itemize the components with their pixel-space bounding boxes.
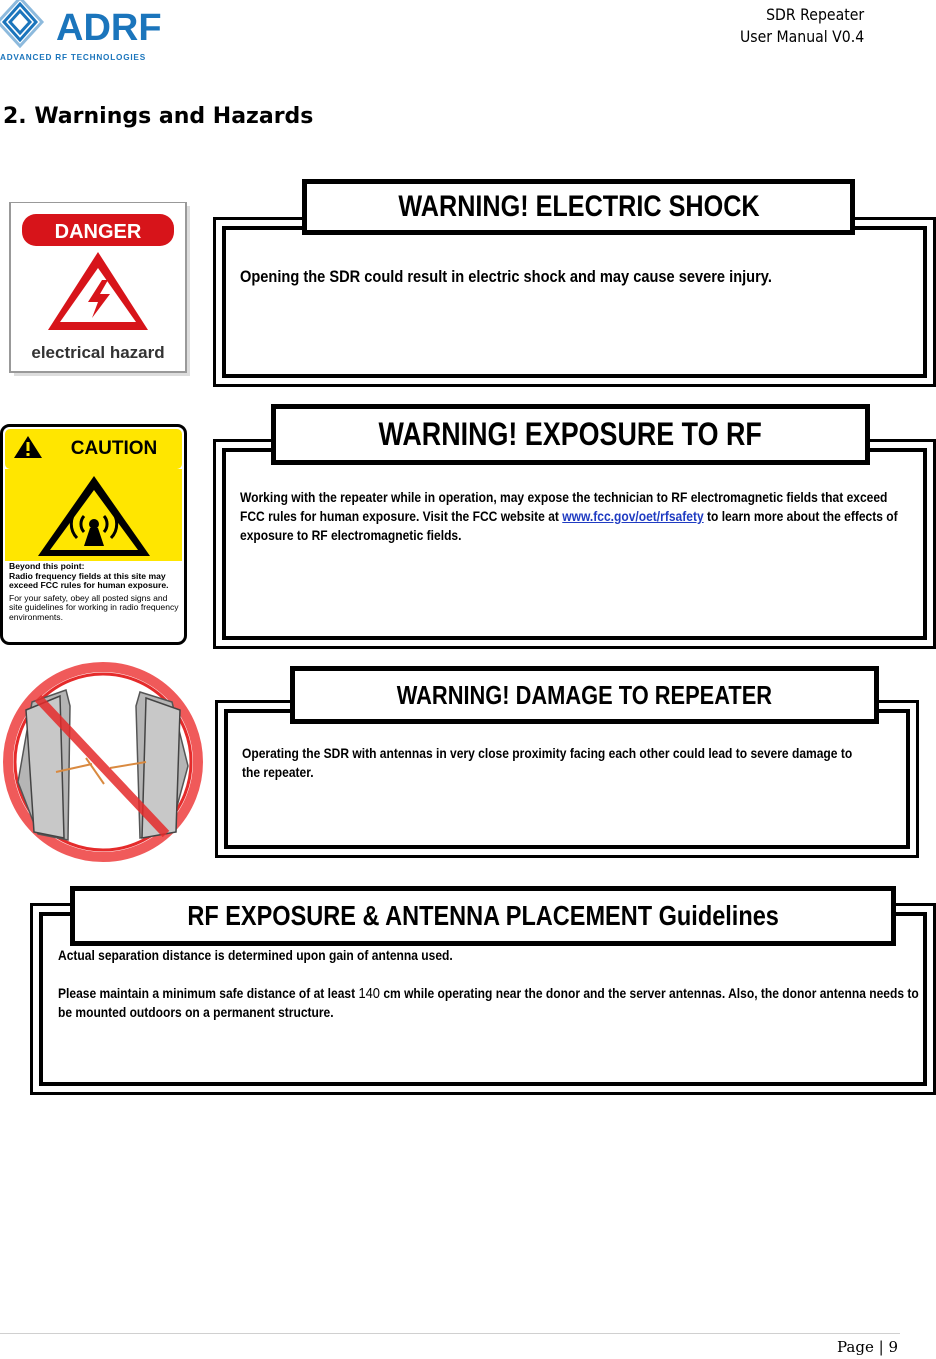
guidelines-title — [70, 886, 896, 946]
warning-title-text: WARNING! EXPOSURE TO RF — [378, 416, 763, 452]
caution-rf-sign-image — [0, 424, 188, 646]
section-title: 2. Warnings and Hazards — [3, 104, 314, 129]
danger-sign-header: DANGER — [54, 221, 142, 243]
caution-sign-line1: Beyond this point: — [9, 562, 85, 571]
caution-sign-header: CAUTION — [70, 438, 158, 459]
guidelines-line1: Actual separation distance is determined upon gain of antenna used. — [58, 947, 453, 963]
danger-sign-image — [8, 202, 192, 378]
warning-text: Working with the repeater while in operation, may expose the technician to RF electromagnetic fields that exceed FCC rules for human exposure. Visit the FCC website at — [240, 489, 888, 524]
warning-title-electric-shock — [302, 179, 855, 235]
fcc-rfsafety-link[interactable]: www.fcc.gov/oet/rfsafety — [562, 508, 704, 524]
footer-divider — [0, 1333, 900, 1334]
warning-text: Opening the SDR could result in electric shock and may cause severe injury. — [240, 267, 772, 286]
warning-title-rf-exposure — [271, 404, 870, 465]
warning-box-electric-shock — [213, 217, 936, 387]
warning-title-text: WARNING! DAMAGE TO REPEATER — [396, 679, 773, 710]
doc-title: SDR Repeater — [765, 5, 864, 24]
logo-subtitle: ADVANCED RF TECHNOLOGIES — [0, 53, 146, 62]
guidelines-line2-text: Please maintain a minimum safe distance of at least — [58, 985, 359, 1001]
warning-text-damage-repeater — [242, 744, 870, 782]
guidelines-title-text: RF EXPOSURE & ANTENNA PLACEMENT Guidelines — [187, 900, 779, 931]
warning-title-text: WARNING! ELECTRIC SHOCK — [397, 190, 760, 223]
caution-sign-line3: For your safety, obey all posted signs and site guidelines for working in radio frequency environments. — [9, 592, 179, 622]
adrf-logo — [0, 0, 175, 64]
guidelines-line2 — [58, 984, 927, 1022]
safe-distance-value: 140 — [358, 985, 380, 1002]
no-facing-antennas-image — [0, 662, 206, 862]
warning-text-electric-shock — [240, 266, 894, 288]
danger-sign-caption: electrical hazard — [31, 343, 165, 362]
page-number: Page | 9 — [837, 1338, 898, 1356]
document-header — [740, 4, 864, 48]
warning-text-continued: to learn more about the effects of exposure to RF electromagnetic fields. — [240, 508, 898, 543]
guidelines-text — [58, 946, 927, 1022]
doc-version: User Manual V0.4 — [739, 27, 864, 46]
guidelines-line2-text-continued: cm while operating near the donor and the server antennas. Also, the donor antenna needs to be mounted outdoors on a permanent structure. — [58, 985, 919, 1020]
warning-title-damage-repeater — [290, 666, 879, 724]
warning-text-rf-exposure — [240, 488, 911, 545]
warning-text: Operating the SDR with antennas in very close proximity facing each other could lead to severe damage to the repeater. — [242, 745, 853, 780]
logo-text: ADRF — [56, 7, 162, 49]
caution-sign-line2: Radio frequency fields at this site may exceed FCC rules for human exposure. — [9, 570, 169, 590]
